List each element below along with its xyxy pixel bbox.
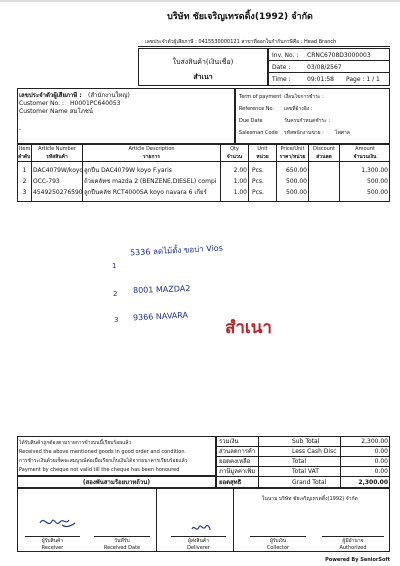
th-desc-th: รายการ [143,154,160,160]
totals-rule-3 [216,466,390,467]
customer-name: สมโภชน์ [70,108,93,115]
row-code: OCC-793 [33,178,60,185]
col-sep-6 [308,144,309,202]
company-name: บริษัท ชัยเจริญเทรดดิ้ง(1992) จำกัด [167,12,313,22]
doc-title: ใบส่งสินค้า(เงินเชื่อ) [172,58,234,66]
copy-label: สำเนา [193,73,213,81]
row-desc: ลูกปืนคลัช RCT4000SA koyo navara 6 เกียร์ [84,189,207,196]
th-qty: Qty [230,146,239,152]
row-desc: ถ้วยคลัทช mazda 2 (BENZENE,DIESEL) compi [84,178,217,185]
sales-label: Salesman Code [239,130,278,136]
total-th: ยอดคงเหลือ [219,458,251,465]
totals-sep-1 [258,436,259,488]
total-en: Total [292,458,307,465]
row-amount: 1,300.00 [361,167,388,174]
grand-total-value: 2,300.00 [358,479,388,486]
handwritten-note-1: 5336 ลดไม้ดั้ง ขอบ่า Vios [129,243,224,258]
sign-authorized-en: Authorized [339,545,367,551]
row-unit: Pcs. [252,167,264,174]
discount-value: 0.00 [374,448,388,455]
sig-line-authorized [322,536,384,537]
th-unit-th: หน่วย [256,154,269,160]
row-price: 650.00 [286,167,307,174]
sign-deliverer-en: Deliverer [187,545,210,551]
row-desc: ลูกปืน DAC4079W koyo F.yaris [84,167,172,174]
tax-line: เลขประจำตัวผู้เสียภาษี : 0415530000121 สาขาที่ออกใบกำกับภาษีคือ : Head Branch [145,39,337,45]
vat-th: ภาษีมูลค่าเพิ่ม [219,468,256,475]
row-unit: Pcs. [252,178,264,185]
row-item: 2 [22,178,27,185]
invoice-rule-1 [268,60,390,61]
sign-receiver-en: Receiver [41,545,64,551]
discount-en: Less Cash Disc [292,448,337,455]
sig-line-deliverer [171,536,226,537]
handwritten-note-3: 9366 NAVARA [132,310,189,323]
time-value: 09:01:58 [307,76,334,83]
sign-deliverer-th: ผู้ส่งสินค้า [187,538,210,544]
sign-date-en: Received Date [103,545,141,551]
header-rule [138,46,390,47]
bullet-dash: - [19,126,22,133]
company-sign-label: ในนาม บริษัท ชัยเจริญเทรดดิ้ง(1992) จำกัด [262,496,358,502]
th-item-th: ลำดับ [18,154,31,160]
grand-total-en: Grand Total [292,479,327,486]
total-value: 0.00 [374,458,388,465]
due-label: Due Date [239,118,263,124]
sales-name: ไพศาล [335,130,350,136]
sign-collector-en: Collector [266,545,290,551]
th-amount: Amount [355,146,375,152]
sig-sep-2 [233,488,234,552]
col-sep-1 [31,144,32,202]
col-sep-4 [248,144,249,202]
page-label: Page : 1 / 1 [346,76,380,83]
invoice-rule-2 [268,72,390,73]
sig-sep-1 [156,488,157,552]
th-code-th: รหัสสินค้า [46,154,68,160]
row-price: 500.00 [286,178,307,185]
sig-line-collector [250,536,306,537]
th-code: Article Number [38,146,76,152]
sign-receiver-th: ผู้รับสินค้า [41,538,64,544]
subtotal-value: 2,300.00 [361,438,388,445]
inv-no-label: Inv. No. : [272,52,299,59]
handwritten-note-2: 8001 MAZDA2 [132,284,191,295]
terms-label: Term of payment [239,94,282,100]
vat-en: Total VAT [292,468,319,475]
sig-line-date [94,536,150,537]
row-item: 1 [22,167,27,174]
row-unit: Pcs. [252,189,264,196]
th-qty-th: จำนวน [226,154,243,160]
row-code: DAC4079W/koyo [33,167,84,174]
row-qty: 1.00 [233,178,247,185]
th-amount-th: จำนวนเงิน [353,154,377,160]
row-item: 3 [22,189,27,196]
row-code: 4549250276590 [33,189,83,196]
scan-edge-top [0,0,400,2]
receiver-signature [38,513,78,531]
ref-label: Reference No. [239,106,275,112]
copy-stamp: สำเนา [225,318,272,338]
sig-line-receiver [25,536,80,537]
deliverer-signature [190,521,212,535]
subtotal-th: รวมเงิน [219,438,239,445]
powered-by: Powered By SeniorSoft [325,557,390,563]
date-label: Date : [272,64,291,71]
subtotal-en: Sub Total [292,438,320,445]
footer-note-3: การชำระเงินด้วยเช็คจะสมบูรณ์ต่อเมื่อเรียกเก็บเงินได้จากธนาคารเรียบร้อยแล้ว [19,458,188,464]
row-price: 500.00 [286,189,307,196]
footer-note-1: ได้รับสินค้าถูกต้องตามรายการข้างบนนี้เรียบร้อยแล้ว [19,440,132,446]
customer-tax-value: (สำนักงานใหญ่) [88,92,130,99]
th-desc: Article Description [128,146,175,152]
th-price-th: ราคา/หน่วย [279,154,306,160]
th-discount-th: ส่วนลด [316,154,332,160]
footer-note-2: Received the above mentioned goods in good order and condition. [19,449,187,455]
totals-rule-2 [216,456,390,457]
time-label: Time : [272,76,291,83]
sign-collector-th: ผู้รับเงิน [269,538,287,544]
row-qty: 1.00 [233,189,247,196]
handwritten-num-3: 3 [114,316,119,324]
customer-code: H0001PC640053 [70,100,121,107]
th-price: Price/Unit [280,146,305,152]
handwritten-num-2: 2 [113,290,118,298]
customer-name-label: Customer Name : [19,108,72,115]
terms-value: เงื่อนไขการชำระ : [284,94,324,100]
discount-th: ส่วนลดการค้า [219,448,256,455]
date-value: 03/08/2567 [307,64,342,71]
due-value: วันครบกำหนดชำระ : [284,118,331,124]
items-header-rule [17,161,390,162]
vat-value: 0.00 [374,468,388,475]
th-discount: Discount [313,146,335,152]
totals-rule-4 [216,476,390,477]
row-qty: 2.00 [233,167,247,174]
th-unit: Unit [257,146,268,152]
handwritten-num-1: 1 [112,262,117,270]
inv-no: CRNC6708D3000003 [307,52,371,59]
amount-words: (สองพันสามร้อยบาทถ้วน) [82,479,151,486]
customer-code-label: Customer No. : [19,100,64,107]
totals-rule-1 [216,446,390,447]
footer-note-4: Payment by cheque not valid till the cheque has been honoured [19,467,180,473]
customer-tax-label: เลขประจำตัวผู้เสียภาษี : [19,92,82,99]
sales-value: รหัสพนักงานขาย : [284,130,324,136]
th-item: Item [19,146,31,152]
row-amount: 500.00 [367,189,388,196]
ref-value: เลขที่อ้างอิง : [284,106,313,112]
grand-total-th: ยอดสุทธิ [219,479,242,486]
row-amount: 500.00 [367,178,388,185]
sign-authorized-th: ผู้มีอำนาจ [342,538,364,544]
sign-date-th: วันที่รับ [114,538,130,544]
